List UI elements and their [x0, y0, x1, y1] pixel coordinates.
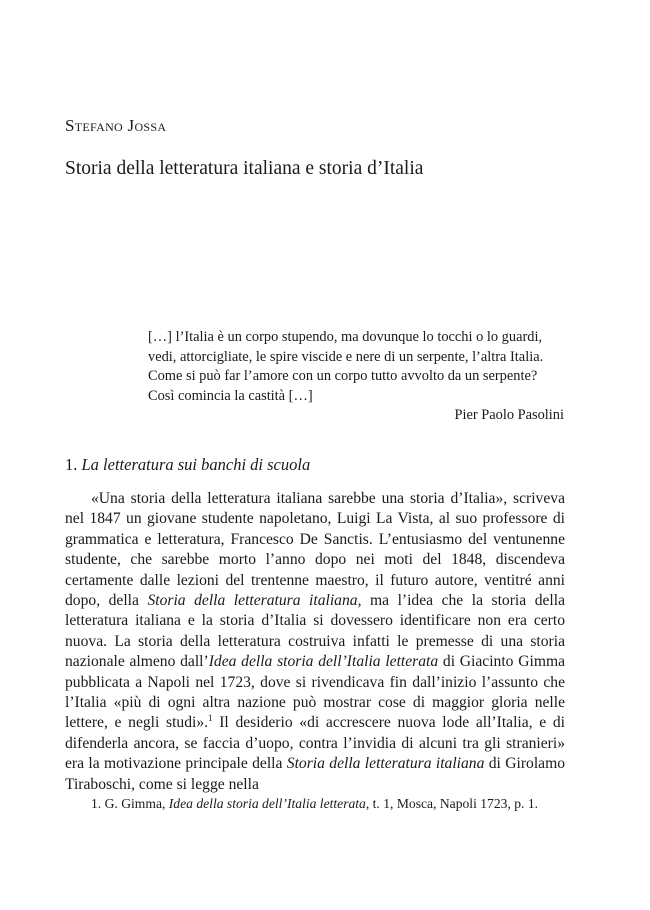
text-run: di Giacinto Gimma pubblicata a Napoli nel 1723, dove si rivendicava fin dall’inizio l’assunto che l’Italia «più di ogni altra nazione può mostrar cose di maggior gloria nelle lettere, e negli studi». — [65, 653, 566, 732]
footnote-work-title: Idea della storia dell’Italia letterata — [168, 796, 366, 811]
author-name: Stefano Jossa — [65, 116, 167, 135]
text-run: di Girolamo Tiraboschi, come si legge nella — [65, 755, 565, 793]
italic-work-title: Storia della letteratura italiana — [286, 755, 485, 773]
epigraph-line: vedi, attorcigliate, le spire viscide e nere di un serpente, l’altra Italia. — [148, 348, 544, 365]
italic-work-title: Idea della storia dell’Italia letterata — [208, 653, 439, 671]
section-number: 1. — [65, 455, 78, 474]
section-heading — [65, 455, 310, 475]
footnote-reference[interactable]: 1 — [208, 713, 213, 724]
footnote-text: 1. G. Gimma, — [91, 796, 169, 811]
epigraph-attribution: Pier Paolo Pasolini — [454, 407, 564, 424]
paragraph — [65, 489, 565, 795]
article-title: Storia della letteratura italiana e storia d’Italia — [65, 158, 424, 179]
epigraph-line: […] l’Italia è un corpo stupendo, ma dovunque lo tocchi o lo guardi, — [148, 329, 543, 345]
text-run: «Una storia della letteratura italiana sarebbe una storia d’Italia», scriveva nel 1847 un giovane studente napoletano, Luigi La Vista, al suo professore di grammatica e letteratura, Francesco De Sanctis. L’entusiasmo del ventunenne studente, che sarebbe morto l’anno dopo nei moti del 1848, discendeva certamente dalle lezioni del trentenne maestro, il futuro autore, ventitré anni dopo, della — [65, 490, 565, 610]
footnote — [91, 796, 538, 812]
epigraph-line: Così comincia la castità […] — [148, 387, 313, 404]
text-run: , ma l’idea che la storia della letteratura italiana e la storia d’Italia si dovessero identificare non era certo nuova. La storia della letteratura costruiva infatti le premesse di una storia nazionale almeno dall’ — [65, 592, 566, 671]
italic-work-title: Storia della letteratura italiana — [147, 592, 358, 610]
section-title: La letteratura sui banchi di scuola — [81, 455, 311, 474]
body-text — [65, 489, 565, 795]
epigraph — [148, 328, 564, 426]
epigraph-line: Come si può far l’amore con un corpo tutto avvolto da un serpente? — [148, 368, 538, 385]
footnote-text: , t. 1, Mosca, Napoli 1723, p. 1. — [365, 796, 539, 811]
text-run: Il desiderio «di accrescere nuova lode all’Italia, e di difenderla ancora, se faccia d’uopo, contra l’invidia di alcuni tra gli stranieri» era la motivazione principale della — [65, 714, 565, 773]
